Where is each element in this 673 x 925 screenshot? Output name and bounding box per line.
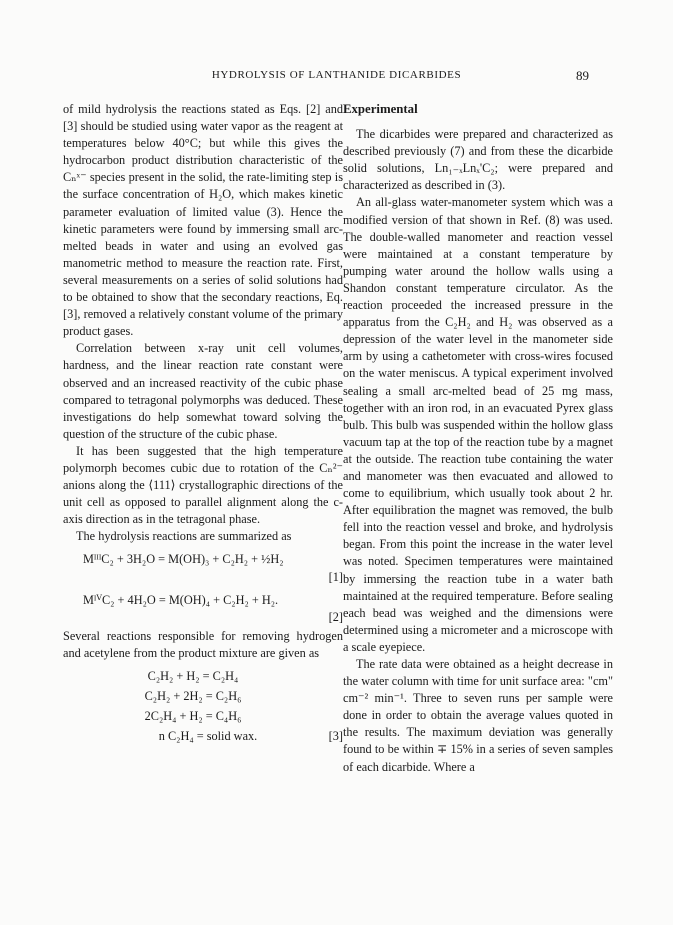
equation-3-number: [3] (328, 729, 343, 744)
page-number: 89 (576, 68, 589, 83)
page-header (0, 69, 673, 87)
equation-1 (63, 551, 343, 585)
equation-3b: C₂H₂ + 2H₂ = C₂H₆ (144, 689, 242, 704)
equation-1-number: [1] (328, 569, 343, 584)
right-column (343, 101, 613, 776)
equation-3c: 2C₂H₄ + H₂ = C₄H₆ (144, 709, 242, 724)
equation-3 (63, 668, 343, 745)
equation-1-body: MᴵᴵᴵC₂ + 3H₂O = M(OH)₃ + C₂H₂ + ½H₂ (83, 552, 284, 567)
left-paragraph-1: of mild hydrolysis the reactions stated as Eqs. [2] and [3] should be studied using water vapor as the reagent at temperatures below 40°C; but while this gives the hydrocarbon product distribution characteristic of the Cₙˣ⁻ species present in the solid, the rate-limiting step is the surface concentration of H₂O, which makes kinetic parameter evaluation of limited value (3). Hence the kinetic parameters were found by immersing small arc-melted beads in water and using an evolved gas manometric method to measure the reaction rate. First, several measurements on a series of solid solutions had to be obtained to show that the secondary reactions, Eq. [3], removed a relatively constant volume of the primary product gases. (63, 102, 343, 339)
running-head: HYDROLYSIS OF LANTHANIDE DICARBIDES (211, 69, 462, 81)
right-paragraph-3: The rate data were obtained as a height decrease in the water column with time for unit surface area: "cm" cm⁻² min⁻¹. Three to seven runs per sample were done in order to obtain the average values quoted in the results. The maximum deviation was generally found to be within ∓ 15% in a series of seven samples of each dicarbide. Where a (343, 657, 613, 774)
equation-3d: n C₂H₄ = solid wax. (158, 729, 258, 744)
equation-2 (63, 592, 343, 626)
right-paragraph-1: The dicarbides were prepared and characterized as described previously (7) and from these the dicarbide solid solutions, Ln₁₋ₓLnₓ'C₂; were prepared and characterized as described in (3). (343, 127, 613, 193)
left-paragraph-2: Correlation between x-ray unit cell volumes, hardness, and the linear reaction rate constant were observed and an increased reactivity of the cubic phase compared to tetragonal polymorphs was deduced. These investigations do help somewhat toward solving the question of the structure of the cubic phase. (63, 341, 343, 441)
equation-2-number: [2] (328, 609, 343, 624)
left-paragraph-3: It has been suggested that the high temperature polymorph becomes cubic due to rotation of the Cₙ²⁻ anions along the ⟨111⟩ crystallographic directions of the unit cell as opposed to parallel alignment along the c-axis direction as in the tetragonal phase. (63, 443, 343, 527)
right-paragraph-2: An all-glass water-manometer system which was a modified version of that shown in Ref. (8) was used. The double-walled manometer and reaction vessel were maintained at a constant temperature by pumping water around the hollow walls using a Shandon constant temperature circulator. As the reaction proceeded the increased pressure in the apparatus from the C₂H₂ and H₂ was observed as a depression of the water level in the manometer side arm by using a cathetometer with cross-wires focused on the water meniscus. A typical experiment involved sealing a small arc-melted bead of 25 mg mass, together with an iron rod, in an evacuated Pyrex glass bulb. This bulb was suspended within the hollow glass vacuum tap at the top of the reaction tube by a magnet at the outside. The reaction tube containing the water and manometer was then evacuated and allowed to come to equilibrium, which usually took about 2 hr. After equilibration the magnet was removed, the bulb fell into the reaction vessel and broke, and hydrolysis began. From this point the increase in the water level was noted. Specimen temperatures were maintained by immersing the reaction tube in a water bath maintained at the required temperature. Before sealing each bead was weighed and the dimensions were determined using a micrometer and a microscope with a scale eyepiece. (343, 195, 613, 654)
left-paragraph-4: The hydrolysis reactions are summarized as (76, 529, 292, 544)
left-paragraph-5: Several reactions responsible for removing hydrogen and acetylene from the product mixture are given as (63, 628, 343, 660)
equation-2-body: MᴵⱽC₂ + 4H₂O = M(OH)₄ + C₂H₂ + H₂. (83, 592, 279, 607)
equation-3a: C₂H₂ + H₂ = C₂H₄ (147, 669, 239, 683)
section-heading-experimental: Experimental (343, 102, 418, 116)
left-column (63, 101, 343, 747)
